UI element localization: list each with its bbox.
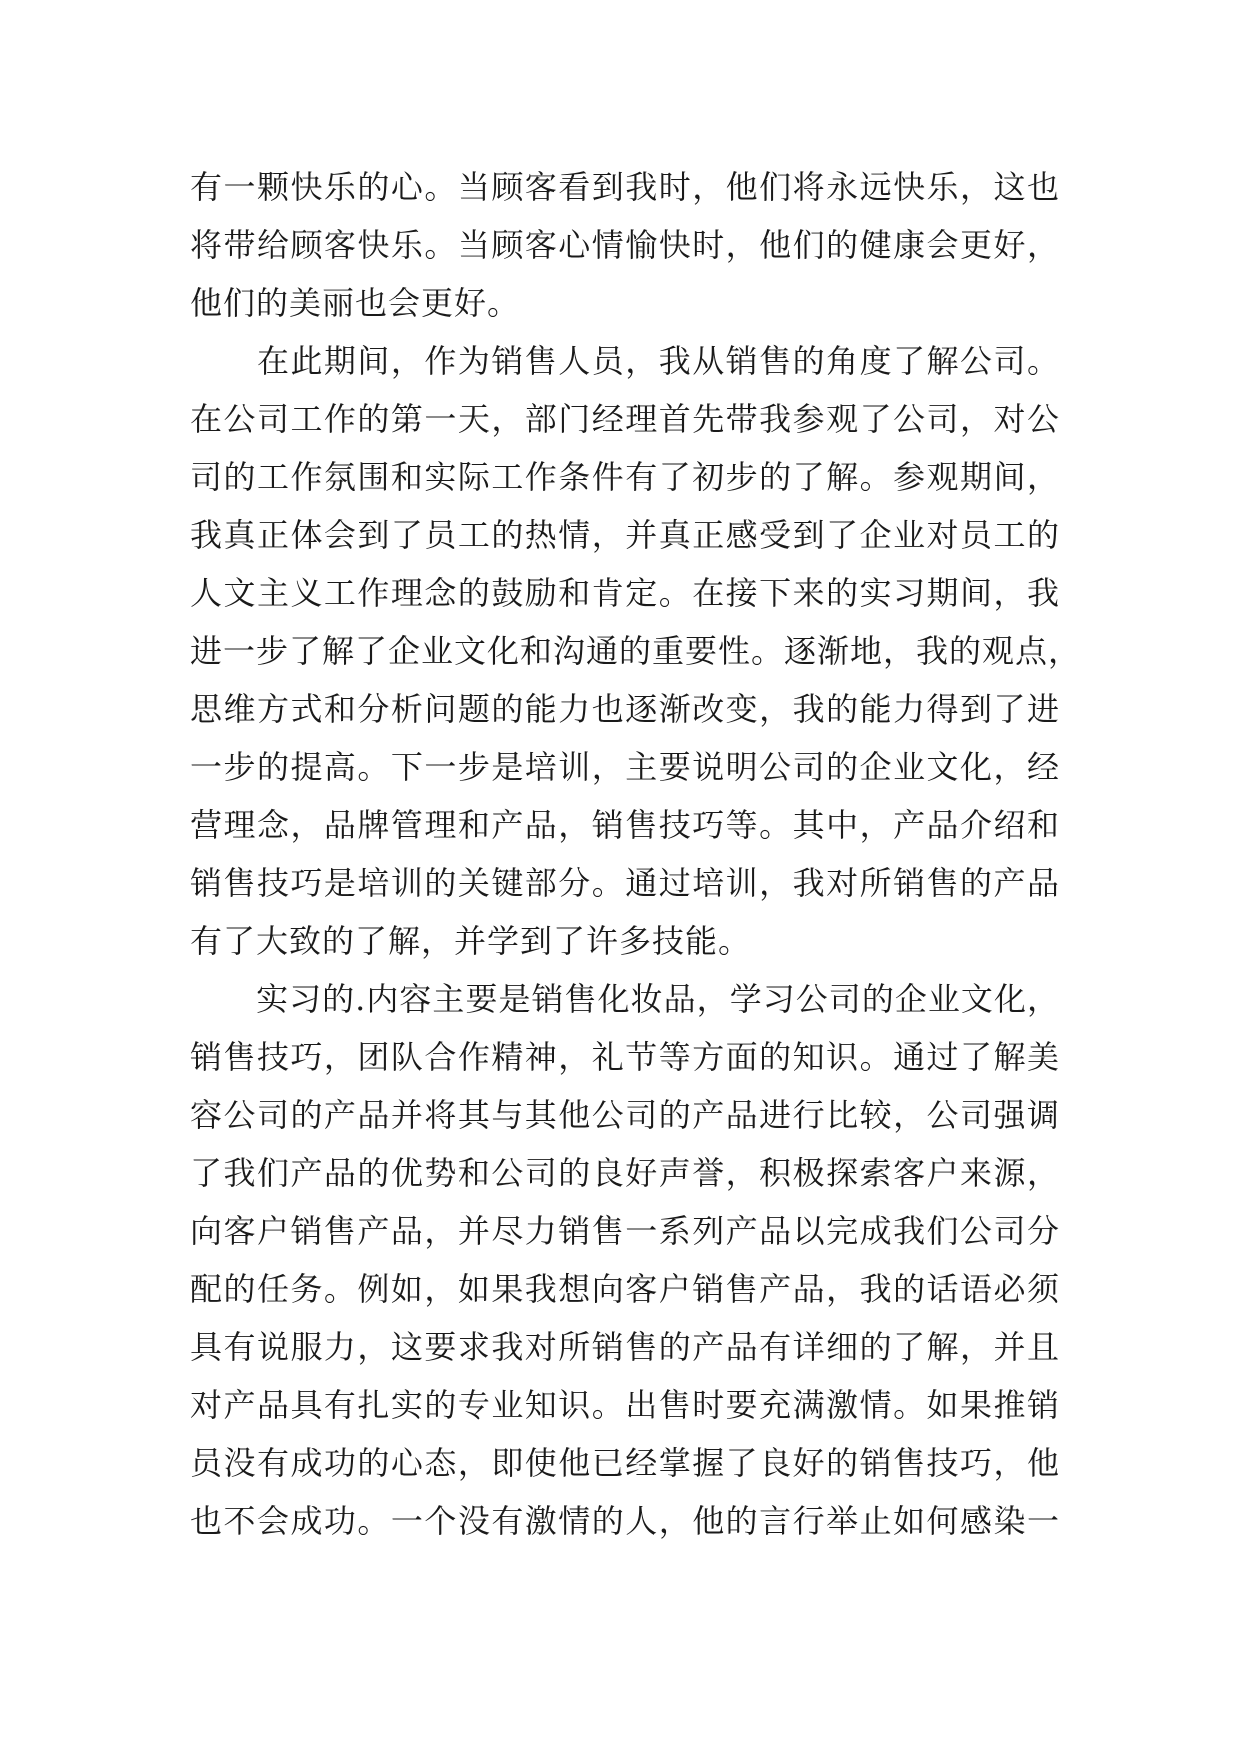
text-line: 他们的美丽也会更好。 (190, 284, 521, 322)
text-line: 向客户销售产品，并尽力销售一系列产品以完成我们公司分 (190, 1212, 1060, 1250)
text-line: 员没有成功的心态，即使他已经掌握了良好的销售技巧，他 (190, 1444, 1060, 1482)
text-line: 在公司工作的第一天，部门经理首先带我参观了公司，对公 (190, 400, 1060, 438)
text-line: 思维方式和分析问题的能力也逐渐改变，我的能力得到了进 (190, 690, 1060, 728)
text-line: 一步的提高。下一步是培训，主要说明公司的企业文化，经 (190, 748, 1060, 786)
text-line: 对产品具有扎实的专业知识。出售时要充满激情。如果推销 (190, 1386, 1060, 1424)
text-line: 销售技巧是培训的关键部分。通过培训，我对所销售的产品 (190, 864, 1060, 902)
text-line: 在此期间，作为销售人员，我从销售的角度了解公司。 (190, 342, 1060, 380)
paragraph-2 (190, 332, 1082, 970)
text-line: 进一步了解了企业文化和沟通的重要性。逐渐地，我的观点， (190, 632, 1082, 670)
text-line: 实习的.内容主要是销售化妆品，学习公司的企业文化， (190, 980, 1060, 1018)
text-line: 也不会成功。一个没有激情的人，他的言行举止如何感染一 (190, 1502, 1060, 1540)
text-line: 将带给顾客快乐。当顾客心情愉快时，他们的健康会更好， (190, 226, 1060, 264)
text-line: 销售技巧，团队合作精神，礼节等方面的知识。通过了解美 (190, 1038, 1060, 1076)
text-line: 有了大致的了解，并学到了许多技能。 (190, 922, 752, 960)
text-line: 营理念，品牌管理和产品，销售技巧等。其中，产品介绍和 (190, 806, 1060, 844)
document-body (190, 158, 1082, 1550)
text-line: 具有说服力，这要求我对所销售的产品有详细的了解，并且 (190, 1328, 1060, 1366)
text-line: 有一颗快乐的心。当顾客看到我时，他们将永远快乐，这也 (190, 168, 1060, 206)
text-line: 司的工作氛围和实际工作条件有了初步的了解。参观期间， (190, 458, 1060, 496)
paragraph-3 (190, 970, 1060, 1550)
text-line: 配的任务。例如，如果我想向客户销售产品，我的话语必须 (190, 1270, 1060, 1308)
text-line: 了我们产品的优势和公司的良好声誉，积极探索客户来源， (190, 1154, 1060, 1192)
text-line: 我真正体会到了员工的热情，并真正感受到了企业对员工的 (190, 516, 1060, 554)
text-line: 容公司的产品并将其与其他公司的产品进行比较，公司强调 (190, 1096, 1060, 1134)
text-line: 人文主义工作理念的鼓励和肯定。在接下来的实习期间，我 (190, 574, 1060, 612)
paragraph-1 (190, 158, 1060, 332)
